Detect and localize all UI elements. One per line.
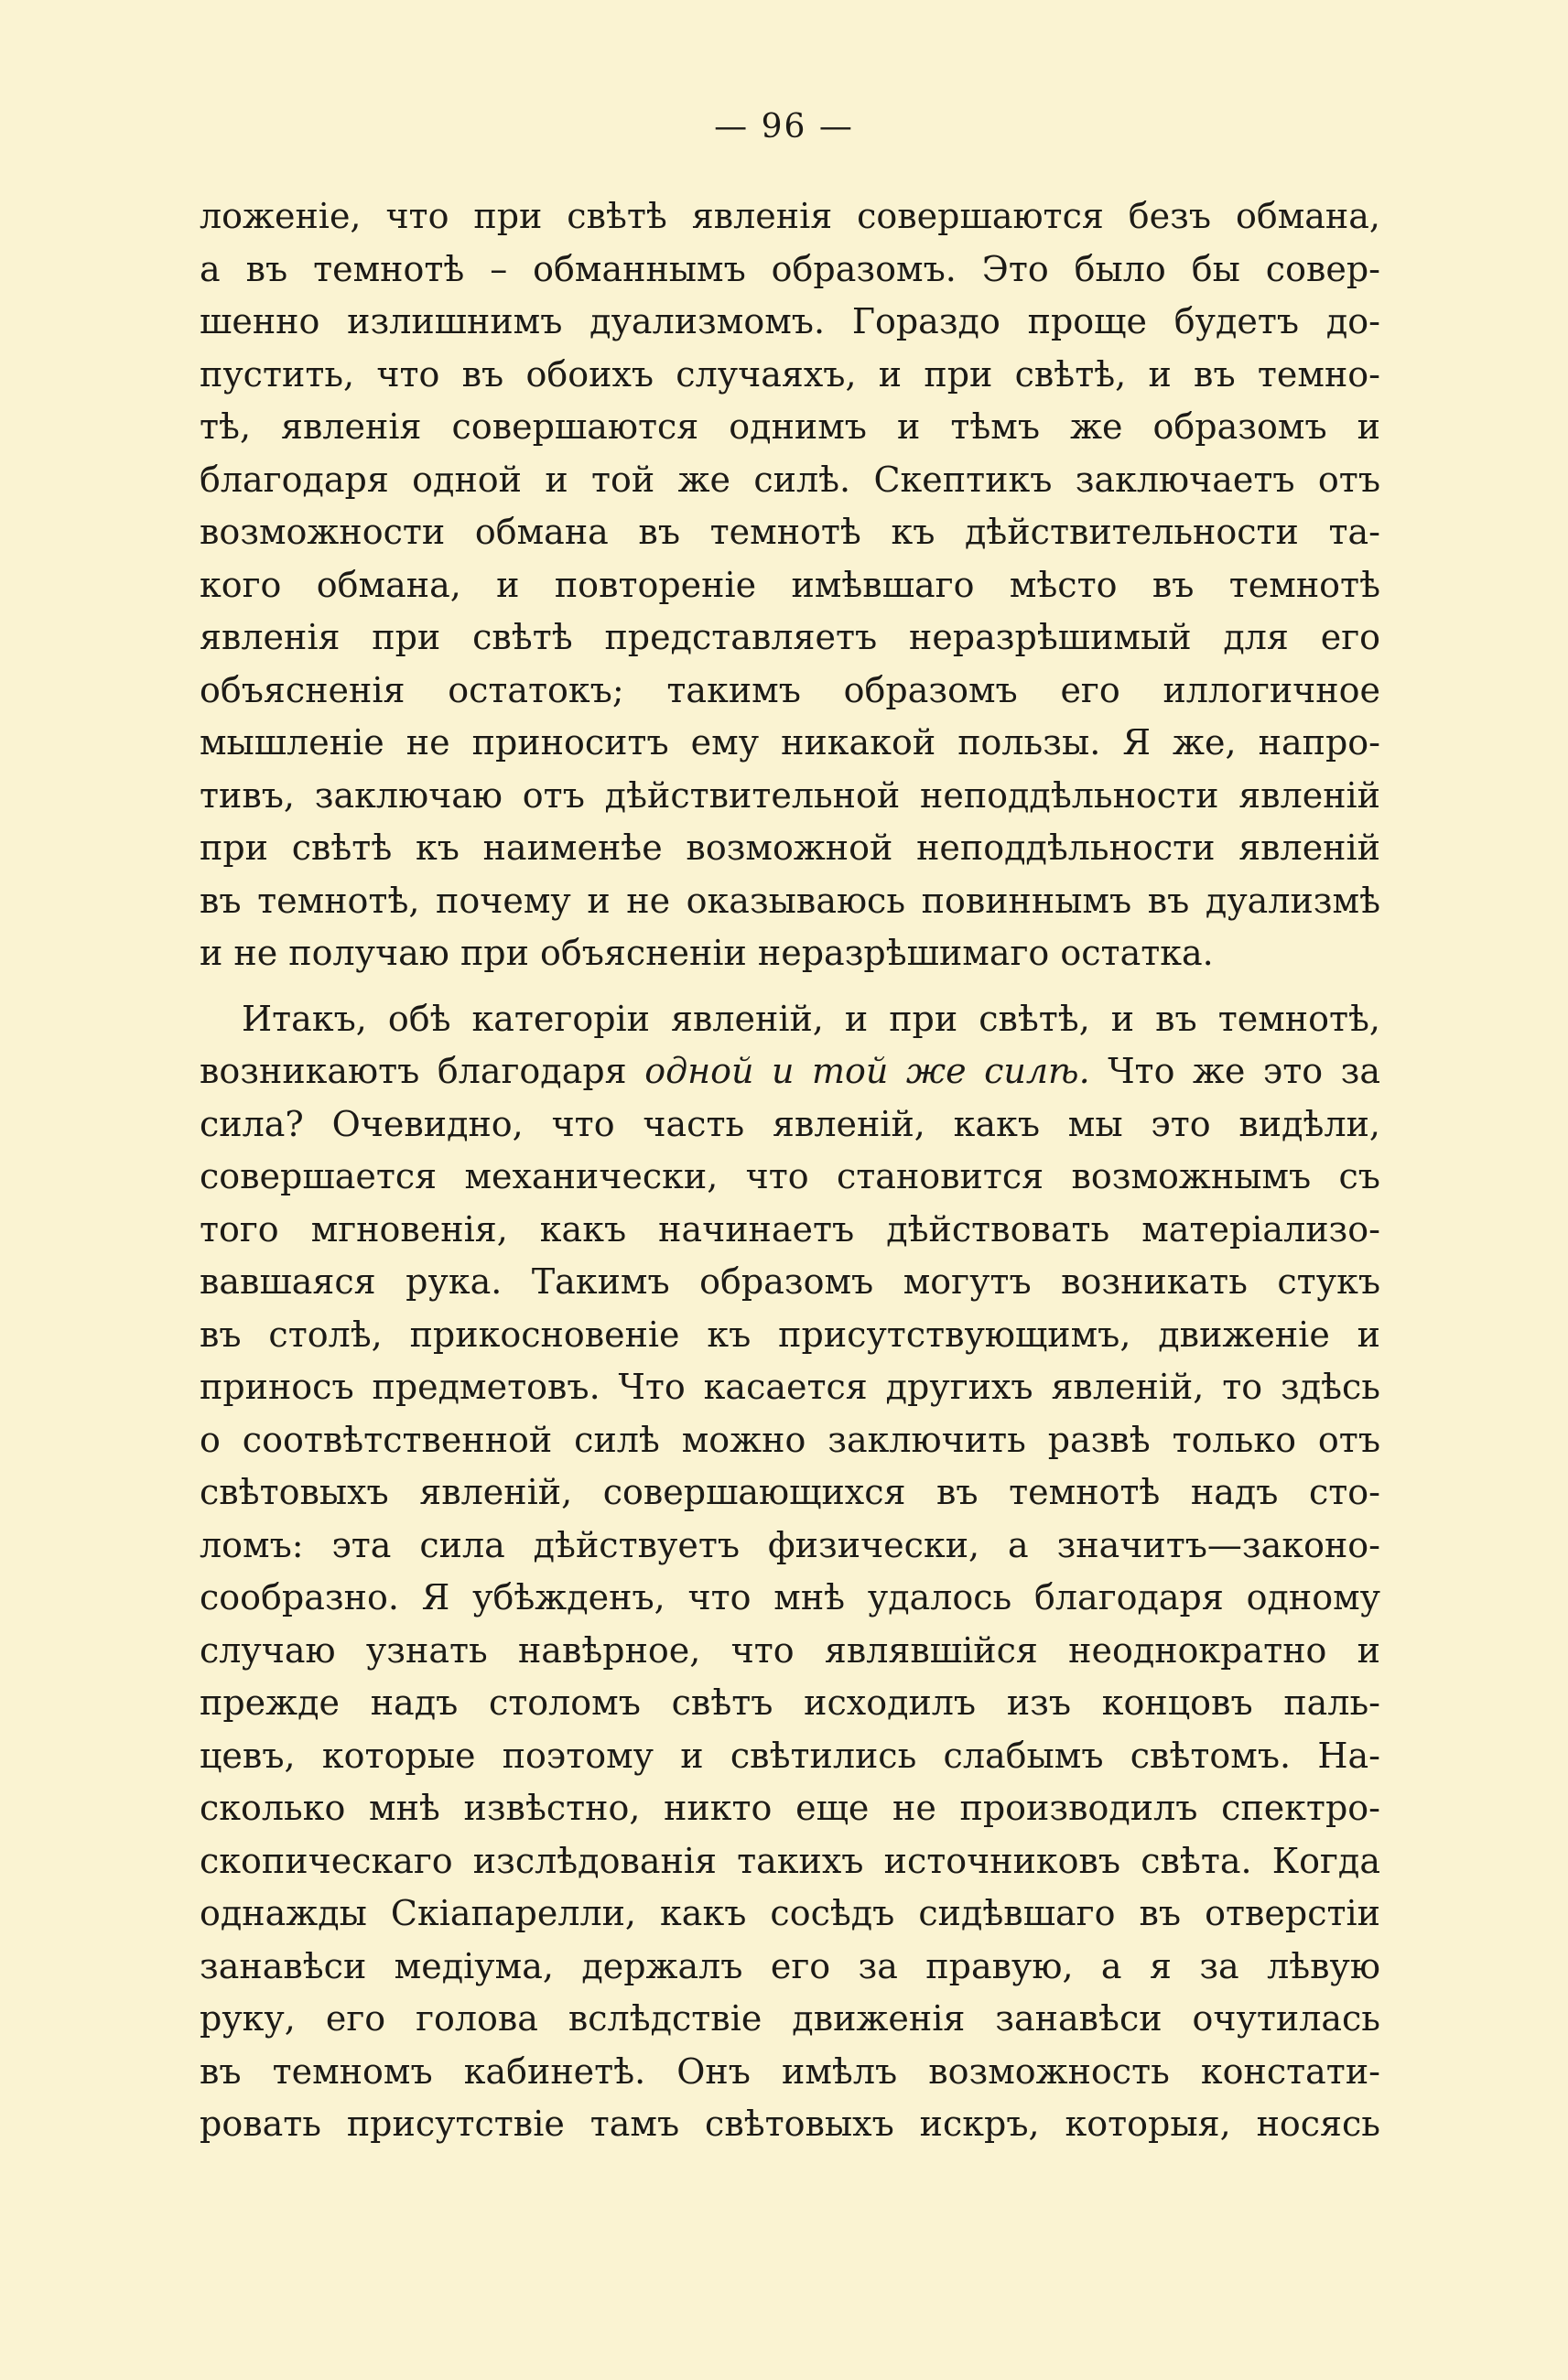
text-line: руку, его голова вслѣдствіе движенія занавѣси очутилась bbox=[200, 1998, 1380, 2039]
text-line: однажды Скіапарелли, какъ сосѣдъ сидѣвшаго въ отверстіи bbox=[200, 1893, 1380, 1933]
text-line: въ темномъ кабинетѣ. Онъ имѣлъ возможность констати- bbox=[200, 2050, 1380, 2092]
text-line: объясненія остатокъ; такимъ образомъ его иллогичное bbox=[200, 669, 1380, 710]
text-line: свѣтовыхъ явленій, совершающихся въ темнотѣ надъ сто- bbox=[200, 1472, 1380, 1512]
text-line: благодаря одной и той же силѣ. Скептикъ заключаетъ отъ bbox=[200, 459, 1380, 500]
text-line: ложеніе, что при свѣтѣ явленія совершаются безъ обмана, bbox=[200, 196, 1380, 236]
text-line: занавѣси медіума, держалъ его за правую, а я за лѣвую bbox=[200, 1945, 1380, 1986]
text-line: прежде надъ столомъ свѣтъ исходилъ изъ концовъ паль- bbox=[200, 1682, 1380, 1723]
text-line-with-emphasis bbox=[200, 1045, 1380, 1098]
text-line: случаю узнать навѣрное, что являвшійся неоднократно и bbox=[200, 1629, 1380, 1671]
text-line: вавшаяся рука. Такимъ образомъ могутъ возникать стукъ bbox=[200, 1261, 1380, 1302]
text-line: въ темнотѣ, почему и не оказываюсь повиннымъ въ дуализмѣ bbox=[200, 880, 1380, 921]
text-line: кого обмана, и повтореніе имѣвшаго мѣсто въ темнотѣ bbox=[200, 564, 1380, 605]
text-line: о соотвѣтственной силѣ можно заключить развѣ только отъ bbox=[200, 1419, 1380, 1460]
text-line: а въ темнотѣ – обманнымъ образомъ. Это было бы совер- bbox=[200, 248, 1380, 289]
text-line: приносъ предметовъ. Что касается другихъ явленій, то здѣсь bbox=[200, 1367, 1380, 1407]
text-line: мышленіе не приноситъ ему никакой пользы. Я же, напро- bbox=[200, 722, 1380, 763]
text-line: шенно излишнимъ дуализмомъ. Гораздо проще будетъ до- bbox=[200, 301, 1380, 341]
text-line: сила? Очевидно, что часть явленій, какъ мы это видѣли, bbox=[200, 1103, 1380, 1144]
text-line: при свѣтѣ къ наименѣе возможной неподдѣльности явленій bbox=[200, 828, 1380, 868]
text-line: пустить, что въ обоихъ случаяхъ, и при свѣтѣ, и въ темно- bbox=[200, 353, 1380, 395]
text-line: скопическаго изслѣдованія такихъ источниковъ свѣта. Когда bbox=[200, 1840, 1380, 1881]
text-line: совершается механически, что становится возможнымъ съ bbox=[200, 1156, 1380, 1196]
text-segment: Что же это за bbox=[1108, 1051, 1380, 1091]
text-line: сколько мнѣ извѣстно, никто еще не производилъ спектро- bbox=[200, 1788, 1380, 1828]
text-line: тивъ, заключаю отъ дѣйствительной неподдѣльности явленій bbox=[200, 774, 1380, 816]
text-line: тѣ, явленія совершаются однимъ и тѣмъ же образомъ и bbox=[200, 406, 1380, 447]
text-segment: возникаютъ благодаря bbox=[200, 1051, 627, 1091]
body-text bbox=[200, 190, 1380, 2151]
text-line: въ столѣ, прикосновеніе къ присутствующимъ, движеніе и bbox=[200, 1314, 1380, 1355]
text-line: возможности обмана въ темнотѣ къ дѣйствительности та- bbox=[200, 512, 1380, 552]
text-line: сообразно. Я убѣжденъ, что мнѣ удалось благодаря одному bbox=[200, 1577, 1380, 1617]
text-line: ломъ: эта сила дѣйствуетъ физически, а значитъ—законо- bbox=[200, 1524, 1380, 1565]
text-line: явленія при свѣтѣ представляетъ неразрѣшимый для его bbox=[200, 617, 1380, 657]
italic-emphasis: одной и той же силѣ. bbox=[644, 1051, 1090, 1091]
text-line: ровать присутствіе тамъ свѣтовыхъ искръ, которыя, носясь bbox=[200, 2104, 1380, 2144]
paragraph-start-line: Итакъ, обѣ категоріи явленій, и при свѣтѣ, и въ темнотѣ, bbox=[242, 998, 1380, 1039]
page-number: — 96 — bbox=[714, 108, 854, 146]
paragraph-end-line: и не получаю при объясненіи неразрѣшимаго остатка. bbox=[200, 933, 1214, 973]
text-line: того мгновенія, какъ начинаетъ дѣйствовать матеріализо- bbox=[200, 1208, 1380, 1250]
text-line: цевъ, которые поэтому и свѣтились слабымъ свѣтомъ. На- bbox=[200, 1735, 1380, 1776]
